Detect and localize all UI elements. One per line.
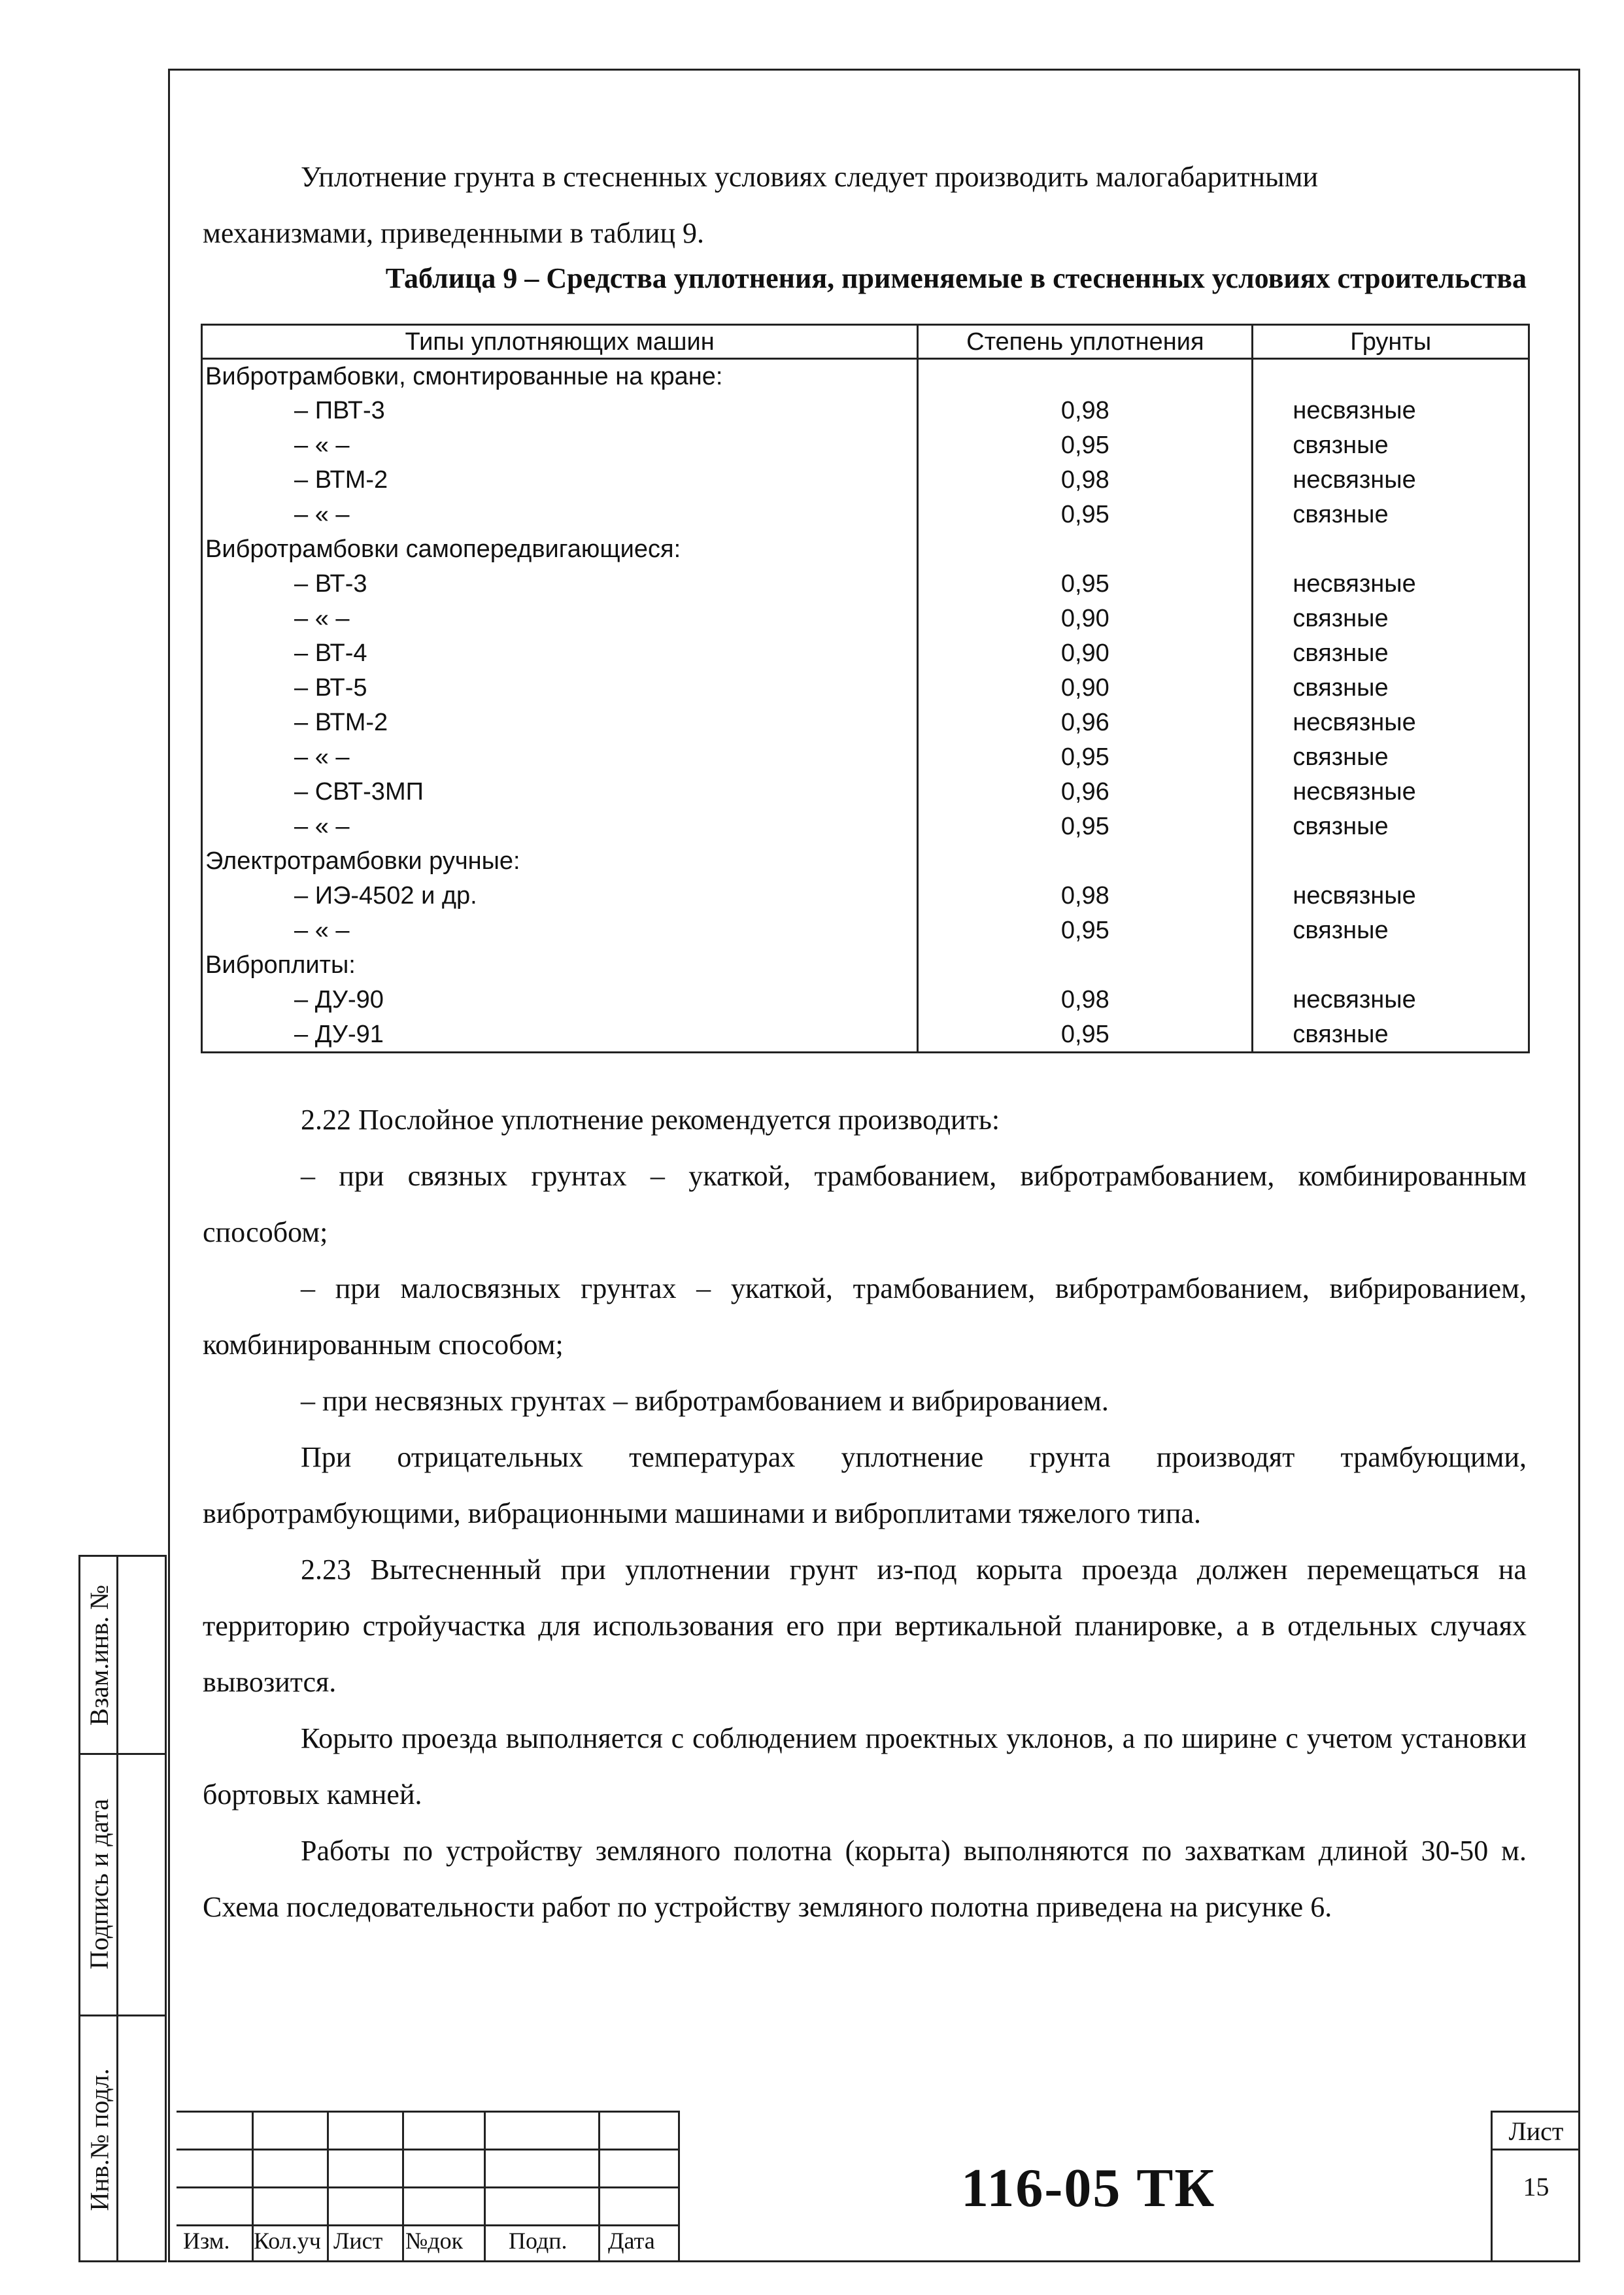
machine-type-cell: Вибротрамбовки самопередвигающиеся: xyxy=(202,532,918,567)
sheet-number: 15 xyxy=(1523,2172,1549,2202)
tb-header-ndok: №док xyxy=(405,2228,464,2254)
machine-type-cell: – СВТ-3МП xyxy=(202,775,918,809)
compaction-degree-cell: 0,95 xyxy=(918,809,1253,844)
table-row xyxy=(202,671,1529,706)
sheet-label: Лист xyxy=(1493,2113,1580,2150)
soil-type-cell: несвязные xyxy=(1253,463,1529,498)
table-caption: Таблица 9 – Средства уплотнения, применяемые в стесненных условиях строительства xyxy=(385,262,1527,294)
table-row xyxy=(202,879,1529,913)
machine-type-cell: – ДУ-90 xyxy=(202,983,918,1017)
table-row xyxy=(202,567,1529,602)
machine-type-cell: – ПВТ-3 xyxy=(202,394,918,428)
document-code: 116-05 ТК xyxy=(961,2158,1216,2218)
intro-line-1: Уплотнение грунта в стесненных условиях следует производить малогабаритными xyxy=(301,161,1319,193)
table-row xyxy=(202,463,1529,498)
machine-type-cell: – ВТ-3 xyxy=(202,567,918,602)
compaction-degree-cell xyxy=(918,948,1253,983)
compaction-degree-cell: 0,90 xyxy=(918,636,1253,671)
bullet-cohesive: – при связных грунтах – укаткой, трамбованием, вибротрамбованием, комбинированным способом; xyxy=(203,1160,1527,1248)
stamp-signature-date: Подпись и дата xyxy=(84,1798,114,1969)
soil-type-cell xyxy=(1253,844,1529,879)
compaction-degree-cell xyxy=(918,359,1253,394)
soil-type-cell: связные xyxy=(1253,498,1529,532)
para-works: Работы по устройству земляного полотна (корыта) выполняются по захваткам длиной 30-50 м. Схема последовательности работ по устройству земляного полотна приведена на рисунке 6. xyxy=(203,1835,1527,1923)
para-negative-temps: При отрицательных температурах уплотнение грунта производят трамбующими, вибротрамбующими, вибрационными машинами и виброплитами тяжелого типа. xyxy=(203,1441,1527,1529)
col-header-compaction-degree: Степень уплотнения xyxy=(918,325,1253,359)
machine-type-cell: – « – xyxy=(202,428,918,463)
soil-type-cell: несвязные xyxy=(1253,394,1529,428)
machine-type-cell: Электротрамбовки ручные: xyxy=(202,844,918,879)
table-row xyxy=(202,532,1529,567)
compaction-degree-cell: 0,95 xyxy=(918,428,1253,463)
soil-type-cell: связные xyxy=(1253,809,1529,844)
compaction-table xyxy=(201,324,1530,1053)
intro-line-2: механизмами, приведенными в таблиц 9. xyxy=(203,217,704,249)
compaction-degree-cell: 0,98 xyxy=(918,879,1253,913)
table-row xyxy=(202,844,1529,879)
table-row xyxy=(202,428,1529,463)
machine-type-cell: – « – xyxy=(202,740,918,775)
machine-type-cell: – ВТМ-2 xyxy=(202,706,918,740)
soil-type-cell: связные xyxy=(1253,428,1529,463)
sheet-box xyxy=(1491,2111,1580,2262)
bullet-low-cohesive: – при малосвязных грунтах – укаткой, трамбованием, вибротрамбованием, вибрированием, комбинированным способом; xyxy=(203,1272,1527,1361)
table-row xyxy=(202,636,1529,671)
machine-type-cell: – ИЭ-4502 и др. xyxy=(202,879,918,913)
table-row xyxy=(202,983,1529,1017)
table-row xyxy=(202,359,1529,394)
para-trough: Корыто проезда выполняется с соблюдением проектных уклонов, а по ширине с учетом установки бортовых камней. xyxy=(203,1722,1527,1810)
compaction-degree-cell: 0,95 xyxy=(918,498,1253,532)
tb-header-podp: Подп. xyxy=(509,2228,567,2254)
compaction-degree-cell: 0,98 xyxy=(918,983,1253,1017)
side-stamp xyxy=(78,1555,167,2262)
table-row xyxy=(202,775,1529,809)
soil-type-cell: связные xyxy=(1253,740,1529,775)
soil-type-cell: несвязные xyxy=(1253,706,1529,740)
stamp-original-inv: Инв.№ подл. xyxy=(84,2068,114,2211)
soil-type-cell: связные xyxy=(1253,1017,1529,1053)
machine-type-cell: – « – xyxy=(202,913,918,948)
soil-type-cell: несвязные xyxy=(1253,567,1529,602)
soil-type-cell: несвязные xyxy=(1253,983,1529,1017)
compaction-degree-cell: 0,90 xyxy=(918,671,1253,706)
table-row xyxy=(202,1017,1529,1053)
machine-type-cell: – « – xyxy=(202,498,918,532)
section-2-23: 2.23 Вытесненный при уплотнении грунт из-под корыта проезда должен перемещаться на территорию стройучастка для использования его при вертикальной планировке, а в отдельных случаях вывозится. xyxy=(203,1554,1527,1698)
compaction-degree-cell: 0,95 xyxy=(918,1017,1253,1053)
soil-type-cell xyxy=(1253,359,1529,394)
compaction-degree-cell: 0,95 xyxy=(918,740,1253,775)
compaction-degree-cell: 0,98 xyxy=(918,463,1253,498)
table-row xyxy=(202,740,1529,775)
machine-type-cell: – ВТМ-2 xyxy=(202,463,918,498)
soil-type-cell: связные xyxy=(1253,602,1529,636)
table-row xyxy=(202,394,1529,428)
tb-header-kolvo: Кол.уч xyxy=(254,2228,321,2254)
machine-type-cell: Вибротрамбовки, смонтированные на кране: xyxy=(202,359,918,394)
stamp-replacement-inv: Взам.инв. № xyxy=(84,1584,114,1726)
bullet-noncohesive: – при несвязных грунтах – вибротрамбованием и вибрированием. xyxy=(301,1385,1109,1417)
machine-type-cell: – ДУ-91 xyxy=(202,1017,918,1053)
section-2-22: 2.22 Послойное уплотнение рекомендуется производить: xyxy=(301,1104,1000,1136)
table-row xyxy=(202,706,1529,740)
col-header-soils: Грунты xyxy=(1253,325,1529,359)
compaction-degree-cell xyxy=(918,532,1253,567)
compaction-degree-cell: 0,96 xyxy=(918,775,1253,809)
title-block xyxy=(177,2111,1580,2262)
compaction-degree-cell: 0,90 xyxy=(918,602,1253,636)
tb-header-data: Дата xyxy=(608,2228,655,2254)
compaction-degree-cell: 0,95 xyxy=(918,913,1253,948)
soil-type-cell xyxy=(1253,532,1529,567)
machine-type-cell: – « – xyxy=(202,809,918,844)
compaction-degree-cell: 0,96 xyxy=(918,706,1253,740)
table-row xyxy=(202,602,1529,636)
soil-type-cell: связные xyxy=(1253,913,1529,948)
soil-type-cell xyxy=(1253,948,1529,983)
soil-type-cell: несвязные xyxy=(1253,775,1529,809)
compaction-degree-cell xyxy=(918,844,1253,879)
tb-header-list: Лист xyxy=(333,2228,383,2254)
machine-type-cell: – « – xyxy=(202,602,918,636)
machine-type-cell: Виброплиты: xyxy=(202,948,918,983)
table-row xyxy=(202,913,1529,948)
soil-type-cell: несвязные xyxy=(1253,879,1529,913)
table-row xyxy=(202,498,1529,532)
soil-type-cell: связные xyxy=(1253,636,1529,671)
table-row xyxy=(202,809,1529,844)
compaction-degree-cell: 0,98 xyxy=(918,394,1253,428)
compaction-degree-cell: 0,95 xyxy=(918,567,1253,602)
col-header-machine-types: Типы уплотняющих машин xyxy=(202,325,918,359)
tb-header-izm: Изм. xyxy=(183,2228,230,2254)
machine-type-cell: – ВТ-5 xyxy=(202,671,918,706)
soil-type-cell: связные xyxy=(1253,671,1529,706)
machine-type-cell: – ВТ-4 xyxy=(202,636,918,671)
table-row xyxy=(202,948,1529,983)
